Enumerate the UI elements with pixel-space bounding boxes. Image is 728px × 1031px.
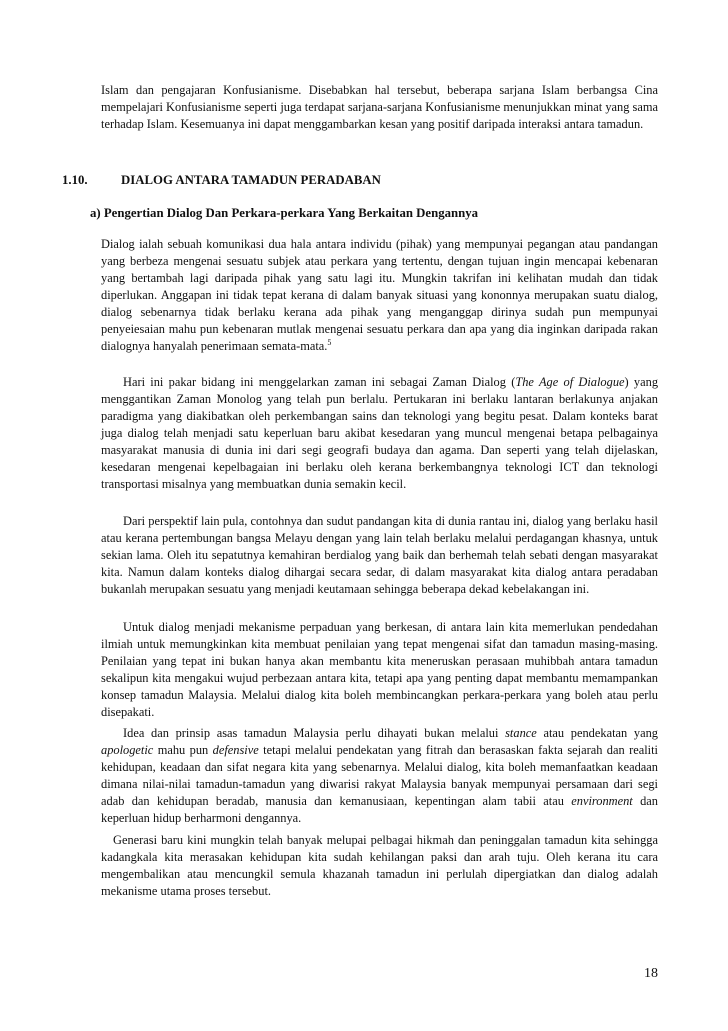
page-number: 18: [644, 966, 658, 981]
footnote-marker: 5: [327, 337, 332, 347]
paragraph-age-of-dialogue: Hari ini pakar bidang ini menggelarkan zaman ini sebagai Zaman Dialog (The Age of Dialogue) yang menggantikan Zaman Monolog yang telah pun berlalu. Pertukaran ini berlaku lantaran berlakunya anjakan paradigma yang diakibatkan oleh perkembangan sains dan teknologi yang begitu pesat. Dalam konteks barat juga dialog telah menjadi satu keperluan baru akibat kesedaran yang muncul mengenai betapa pelbagainya masyarakat manusia di dunia ini dari segi geografi budaya dan agama. Dan seperti yang telah dijelaskan, kesedaran mengenai kepelbagaian ini berlaku oleh kerana berkembangnya teknologi ICT dan teknologi transportasi misalnya yang membuatkan dunia semakin kecil.: [101, 375, 659, 491]
paragraph-perspective: Dari perspektif lain pula, contohnya dan sudut pandangan kita di dunia rantau ini, dialog yang berlaku hasil atau kerana pertembungan bangsa Melayu dengan yang lain telah berlaku melalui perdagangan khasnya, untuk sekian lama. Oleh itu sepatutnya kemahiran berdialog yang baik dan berhemah telah sebati dengan masyarakat kita. Namun dalam konteks dialog dihargai secara sedar, di dalam masyarakat kita dialog antara peradaban bukanlah merupakan sesuatu yang menjadi keutamaan sehingga beberapa dekad kebelakangan ini.: [101, 514, 658, 596]
italic-term: The Age of Dialogue: [515, 375, 625, 389]
section-number: 1.10.: [62, 173, 88, 187]
paragraph-mechanism: Untuk dialog menjadi mekanisme perpaduan yang berkesan, di antara lain kita memerlukan pendedahan ilmiah untuk memungkinkan kita membuat penilaian yang tepat mengenai sifat dan tamadun masing-masing. Penilaian yang tepat ini bukan hanya akan membantu kita meneruskan perasaan muhibbah antara tamadun sekalipun kita mengakui wujud perbezaan antara kita, tetapi apa yang penting dapat membantu memampankan konsep tamadun Malaysia. Melalui dialog kita boleh membincangkan perkara-perkara yang boleh atau perlu disepakati.: [101, 620, 658, 719]
italic-term: environment: [571, 794, 633, 808]
italic-term: apologetic: [101, 743, 154, 757]
italic-term: defensive: [212, 743, 259, 757]
section-title: DIALOG ANTARA TAMADUN PERADABAN: [121, 173, 381, 187]
sub-heading: a) Pengertian Dialog Dan Perkara-perkara Yang Berkaitan Dengannya: [90, 206, 479, 220]
paragraph-intro: Islam dan pengajaran Konfusianisme. Disebabkan hal tersebut, beberapa sarjana Islam berbangsa Cina mempelajari Konfusianisme seperti juga terdapat sarjana-sarjana Konfusianisme menunjukkan minat yang sama terhadap Islam. Kesemuanya ini dapat menggambarkan kesan yang positif daripada interaksi antara tamadun.: [101, 83, 658, 131]
paragraph-new-generation: Generasi baru kini mungkin telah banyak melupai pelbagai hikmah dan peninggalan tamadun kita sehingga kadangkala kita merasakan kehidupan kita sudah kehilangan paksi dan arah tuju. Oleh kerana itu cara mengembalikan atau mencungkil semula khazanah tamadun ini perlulah dipergiatkan dan dialog adalah mekanisme utama proses tersebut.: [101, 833, 658, 898]
paragraph-principles: Idea dan prinsip asas tamadun Malaysia perlu dihayati bukan melalui stance atau pendekatan yang apologetic mahu pun defensive tetapi melalui pendekatan yang fitrah dan berasaskan fakta sejarah dan realiti kehidupan, keadaan dan sifat negara kita yang sebenarnya. Melalui dialog, kita boleh memanfaatkan keadaan dimana nilai-nilai tamadun-tamadun yang diwarisi rakyat Malaysia banyak mempunyai persamaan dari segi adab dan kehidupan beradab, manusia dan kemanusiaan, kepentingan alam tabii atau environment dan keperluan hidup berharmoni dengannya.: [101, 726, 658, 825]
paragraph-definition: Dialog ialah sebuah komunikasi dua hala antara individu (pihak) yang mempunyai pegangan atau pandangan yang berbeza mengenai sesuatu subjek atau perkara yang tertentu, dengan tujuan ingin mencapai kebenaran yang bertambah lagi daripada pihak yang satu lagi itu. Mungkin takrifan ini kelihatan mudah dan tidak diperlukan. Anggapan ini tidak tepat kerana di dalam banyak situasi yang kononnya merupakan suatu dialog, dialog sebenarnya tidak berlaku kerana ada pihak yang menganggap dirinya sudah pun mempunyai penyeiesaian mahu pun kebenaran mutlak mengenai sesuatu perkara dan apa yang dia inginkan daripada rakan dialognya hanyalah penerimaan semata-mata.$^5$: [101, 237, 658, 353]
italic-term: stance: [505, 726, 537, 740]
